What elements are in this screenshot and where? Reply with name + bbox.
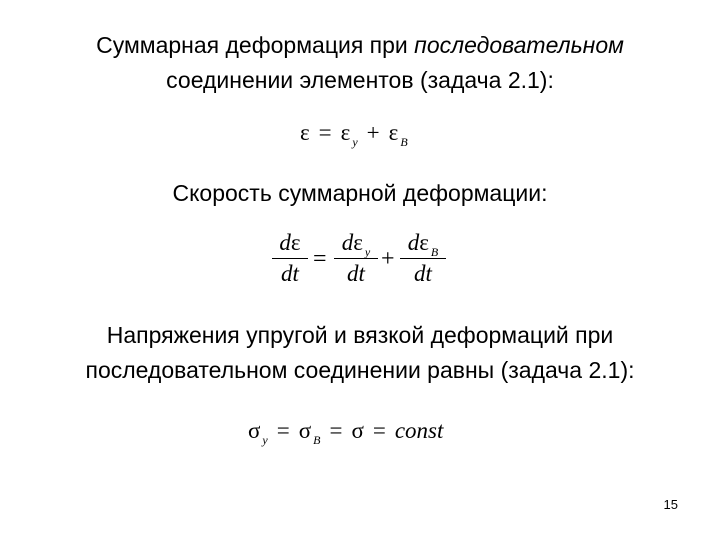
formula-stress-equality: [248, 418, 444, 447]
equals-sign: =: [276, 418, 290, 443]
heading-total-deformation: [0, 28, 720, 98]
equals-sign: =: [313, 246, 327, 272]
plus-sign: +: [381, 246, 395, 272]
epsilon-symbol: ε: [388, 120, 399, 145]
plus-sign: +: [366, 120, 380, 145]
fraction-denominator: dt: [281, 261, 299, 286]
heading-text: Напряжения упругой и вязкой деформаций при: [106, 322, 614, 348]
fraction-viscous-rate: [400, 230, 446, 287]
heading-deformation-rate: Скорость суммарной деформации:: [172, 180, 548, 206]
subscript-b: B: [400, 135, 408, 149]
equals-sign: =: [372, 418, 386, 443]
heading-stresses: [0, 318, 720, 388]
equals-sign: =: [318, 120, 332, 145]
const-text: const: [394, 418, 444, 443]
sigma-symbol: σ: [298, 418, 312, 443]
fraction-numerator: dε $_y$: [341, 230, 371, 259]
equals-sign: =: [329, 418, 343, 443]
fraction-elastic-rate: [334, 230, 378, 287]
fraction-total-rate: [272, 230, 308, 287]
heading-text: Суммарная деформация при: [96, 32, 415, 58]
heading-text-line2: последовательном соединении равны (задача 2.1):: [85, 357, 635, 383]
formula-strain-sum: [300, 120, 408, 149]
fraction-numerator: dε: [279, 230, 301, 255]
heading-text-line2: соединении элементов (задача 2.1):: [166, 67, 554, 93]
epsilon-symbol: ε: [300, 120, 310, 145]
heading-italic-word: последовательном: [414, 32, 624, 58]
subscript-y: y: [262, 433, 268, 447]
epsilon-symbol: ε: [340, 120, 351, 145]
fraction-denominator: dt: [347, 261, 365, 286]
sigma-symbol: σ: [351, 418, 364, 443]
sigma-symbol: σ: [248, 418, 261, 443]
page-number: 15: [663, 497, 678, 512]
fraction-bar: [400, 258, 446, 259]
fraction-bar: [334, 258, 378, 259]
fraction-denominator: dt: [414, 261, 432, 286]
fraction-bar: [272, 258, 308, 259]
subscript-b: B: [313, 433, 321, 447]
fraction-numerator: dε $_B$: [407, 230, 439, 259]
subscript-y: y: [352, 135, 358, 149]
